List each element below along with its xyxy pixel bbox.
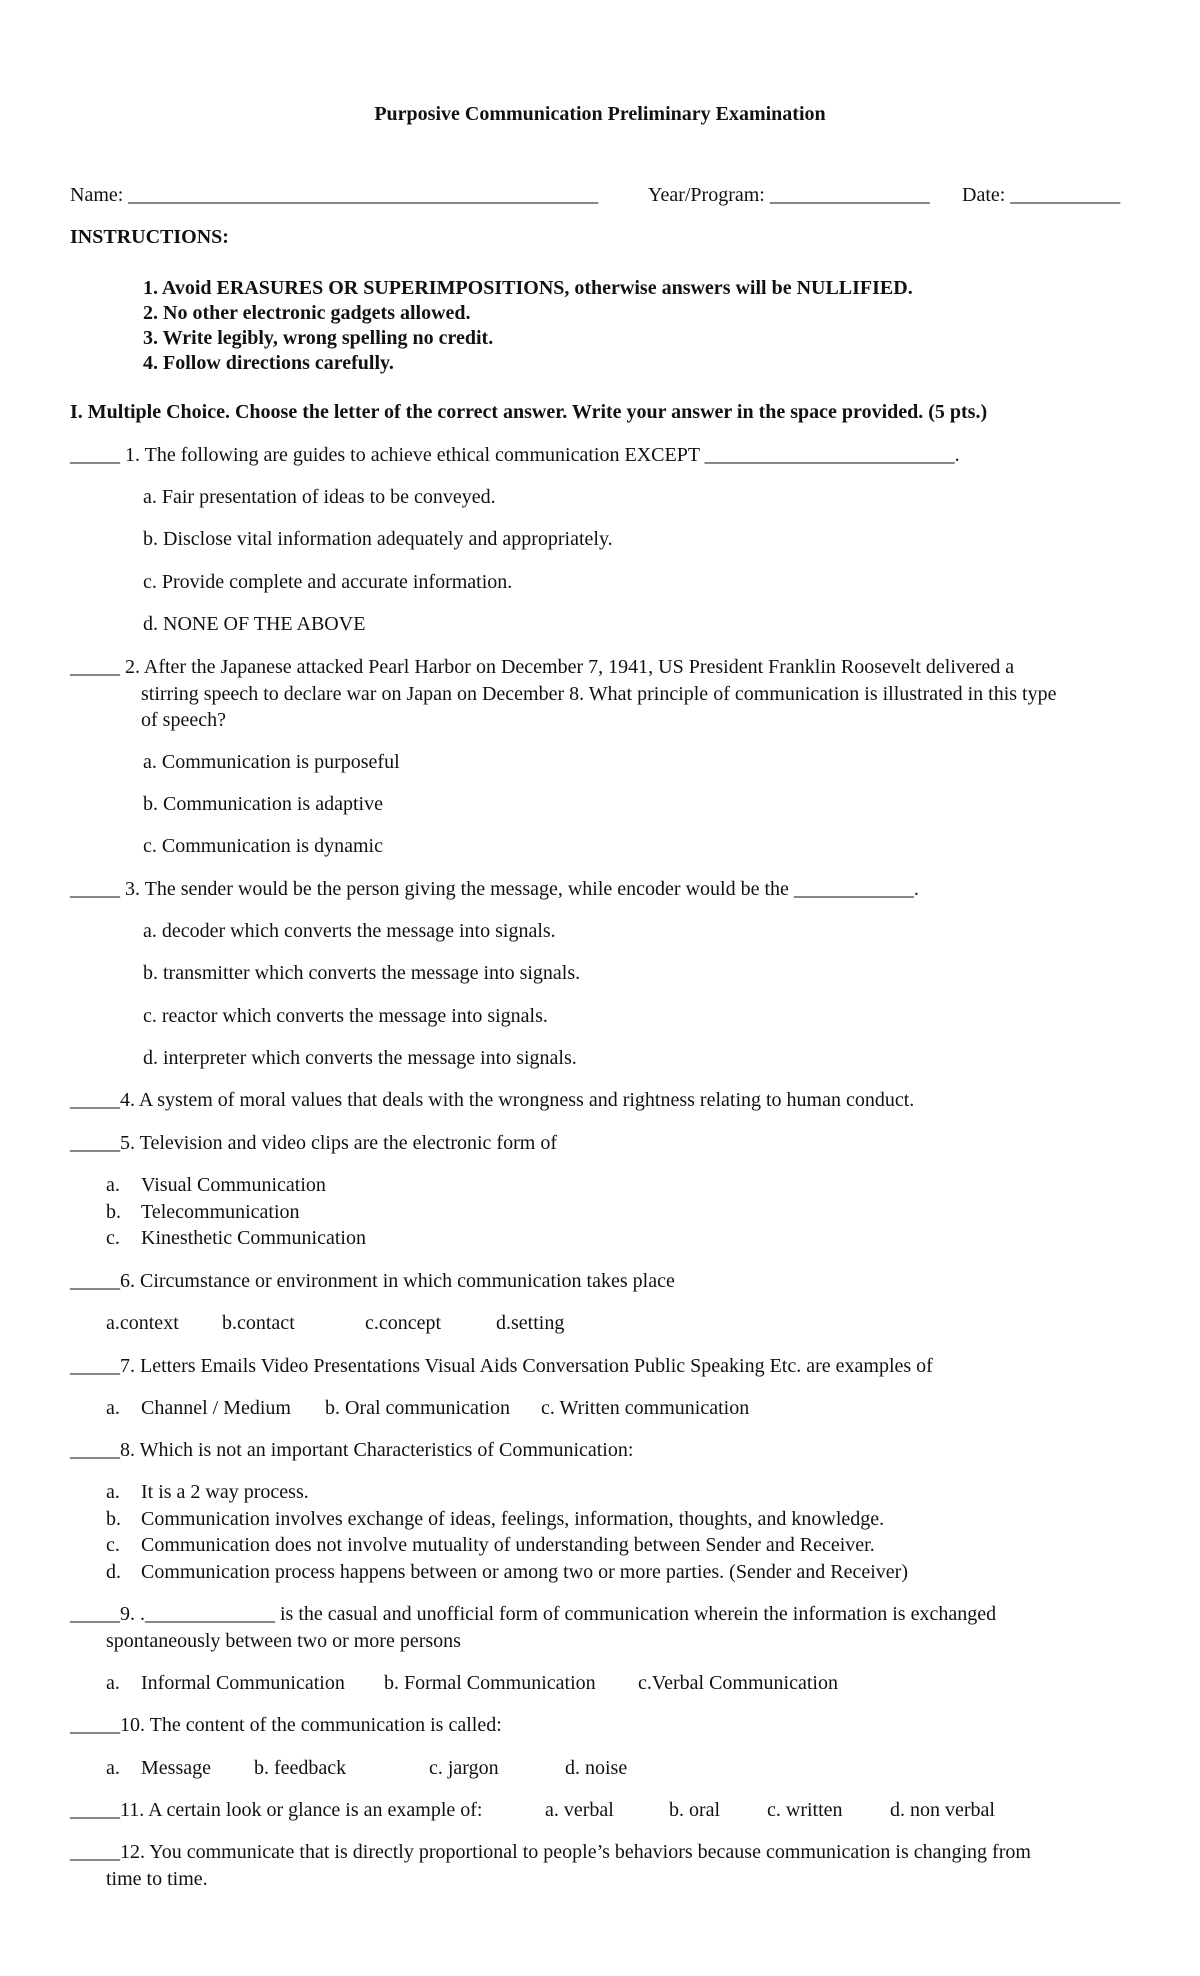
- question-9-option-a: Informal Communication: [141, 1672, 345, 1694]
- instruction-item: 3. Write legibly, wrong spelling no credit.: [143, 327, 494, 349]
- question-2-option-b: b. Communication is adaptive: [143, 793, 383, 815]
- option-letter: c.: [106, 1227, 120, 1249]
- option-letter: b.: [106, 1201, 121, 1223]
- question-6-option-c: c.concept: [365, 1312, 442, 1334]
- question-6-option-b: b.contact: [222, 1312, 295, 1334]
- question-10-stem: _____10. The content of the communication is called:: [70, 1714, 502, 1736]
- instruction-item: 4. Follow directions carefully.: [143, 352, 394, 374]
- question-5-option-b: Telecommunication: [141, 1201, 300, 1223]
- question-11-option-a: a. verbal: [545, 1799, 614, 1821]
- question-10-option-a: Message: [141, 1757, 211, 1779]
- question-2-option-c: c. Communication is dynamic: [143, 835, 383, 857]
- question-1-option-b: b. Disclose vital information adequately and appropriately.: [143, 528, 613, 550]
- question-3-option-b: b. transmitter which converts the message into signals.: [143, 962, 581, 984]
- date-field: Date: ___________: [962, 184, 1121, 206]
- question-11-option-b: b. oral: [669, 1799, 721, 1821]
- question-10-option-d: d. noise: [565, 1757, 628, 1779]
- question-11-option-c: c. written: [767, 1799, 843, 1821]
- option-letter: d.: [106, 1561, 121, 1583]
- question-3-stem: _____ 3. The sender would be the person giving the message, while encoder would be the ____________.: [70, 878, 919, 900]
- question-9-stem-line1: _____9. ._____________ is the casual and unofficial form of communication wherein the information is exchanged: [70, 1603, 997, 1625]
- question-11-stem: _____11. A certain look or glance is an example of:: [70, 1799, 483, 1821]
- question-11-option-d: d. non verbal: [890, 1799, 995, 1821]
- question-5-stem: _____5. Television and video clips are the electronic form of: [70, 1132, 557, 1154]
- question-10-option-c: c. jargon: [429, 1757, 499, 1779]
- option-letter: a.: [106, 1174, 120, 1196]
- question-8-option-c: Communication does not involve mutuality of understanding between Sender and Receiver.: [141, 1534, 875, 1556]
- question-1-option-d: d. NONE OF THE ABOVE: [143, 613, 366, 635]
- question-9-option-c: c.Verbal Communication: [638, 1672, 838, 1694]
- question-8-stem: _____8. Which is not an important Characteristics of Communication:: [70, 1439, 634, 1461]
- instruction-item: 2. No other electronic gadgets allowed.: [143, 302, 471, 324]
- question-6-option-a: a.context: [106, 1312, 179, 1334]
- question-8-option-d: Communication process happens between or among two or more parties. (Sender and Receiver): [141, 1561, 908, 1583]
- question-7-option-c: c. Written communication: [541, 1397, 750, 1419]
- question-2-stem-line1: _____ 2. After the Japanese attacked Pearl Harbor on December 7, 1941, US President Franklin Roosevelt delivered a: [70, 656, 1015, 678]
- instruction-item: 1. Avoid ERASURES OR SUPERIMPOSITIONS, otherwise answers will be NULLIFIED.: [143, 277, 913, 299]
- instructions-heading: INSTRUCTIONS:: [70, 226, 229, 248]
- option-letter: b.: [106, 1508, 121, 1530]
- question-7-option-a: Channel / Medium: [141, 1397, 291, 1419]
- question-5-option-c: Kinesthetic Communication: [141, 1227, 366, 1249]
- question-3-option-a: a. decoder which converts the message into signals.: [143, 920, 556, 942]
- question-4-stem: _____4. A system of moral values that deals with the wrongness and rightness relating to human conduct.: [70, 1089, 915, 1111]
- question-2-stem-line3: of speech?: [141, 709, 226, 731]
- question-7-option-b: b. Oral communication: [325, 1397, 510, 1419]
- question-2-option-a: a. Communication is purposeful: [143, 751, 400, 773]
- question-6-option-d: d.setting: [496, 1312, 565, 1334]
- question-9-option-b: b. Formal Communication: [384, 1672, 596, 1694]
- question-3-option-d: d. interpreter which converts the message into signals.: [143, 1047, 577, 1069]
- question-1-stem: _____ 1. The following are guides to achieve ethical communication EXCEPT _________________________.: [70, 444, 960, 466]
- section-heading: I. Multiple Choice. Choose the letter of the correct answer. Write your answer in the space provided. (5 pts.): [70, 401, 988, 423]
- page-title: Purposive Communication Preliminary Examination: [374, 103, 826, 125]
- option-letter: a.: [106, 1397, 120, 1419]
- question-2-stem-line2: stirring speech to declare war on Japan on December 8. What principle of communication is illustrated in this type: [141, 683, 1057, 705]
- question-7-stem: _____7. Letters Emails Video Presentations Visual Aids Conversation Public Speaking Etc. are examples of: [70, 1355, 933, 1377]
- name-field: Name: _______________________________________________: [70, 184, 599, 206]
- question-5-option-a: Visual Communication: [141, 1174, 326, 1196]
- year-program-field: Year/Program: ________________: [648, 184, 930, 206]
- question-1-option-c: c. Provide complete and accurate information.: [143, 571, 513, 593]
- question-12-stem-line2: time to time.: [106, 1868, 208, 1890]
- option-letter: a.: [106, 1757, 120, 1779]
- question-6-stem: _____6. Circumstance or environment in which communication takes place: [70, 1270, 675, 1292]
- question-8-option-a: It is a 2 way process.: [141, 1481, 309, 1503]
- question-10-option-b: b. feedback: [254, 1757, 347, 1779]
- question-9-stem-line2: spontaneously between two or more persons: [106, 1630, 461, 1652]
- question-12-stem-line1: _____12. You communicate that is directly proportional to people’s behaviors because communication is changing from: [70, 1841, 1031, 1863]
- option-letter: a.: [106, 1672, 120, 1694]
- question-3-option-c: c. reactor which converts the message into signals.: [143, 1005, 548, 1027]
- option-letter: a.: [106, 1481, 120, 1503]
- option-letter: c.: [106, 1534, 120, 1556]
- question-8-option-b: Communication involves exchange of ideas, feelings, information, thoughts, and knowledge.: [141, 1508, 885, 1530]
- question-1-option-a: a. Fair presentation of ideas to be conveyed.: [143, 486, 496, 508]
